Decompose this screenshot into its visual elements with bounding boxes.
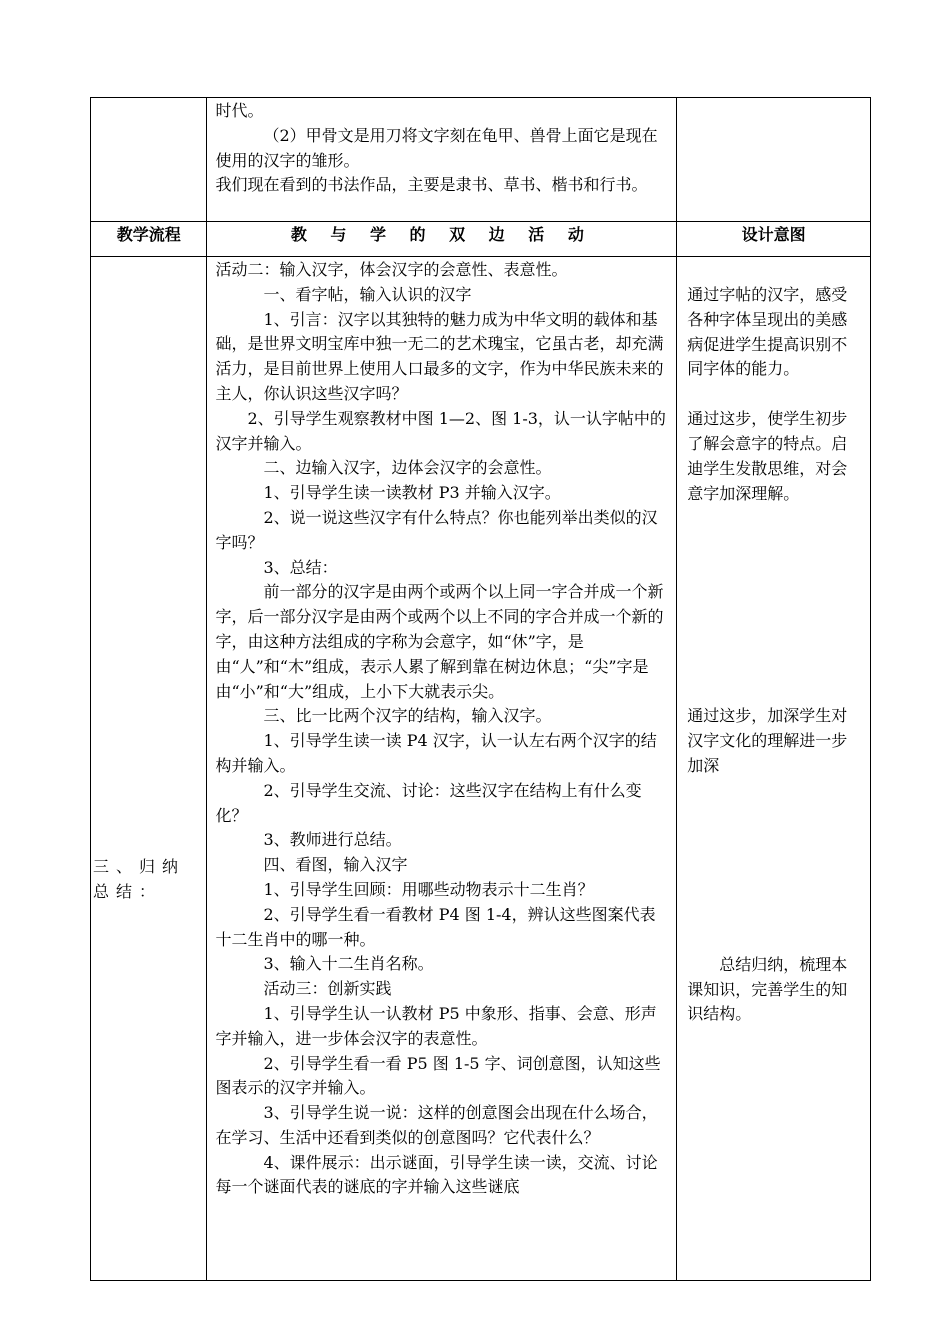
activity-line: 2、说一说这些汉字有什么特点？你也能列举出类似的汉字吗？ (215, 507, 658, 552)
activity-line: 2、引导学生观察教材中图 1—2、图 1-3，认一认字帖中的汉字并输入。 (215, 408, 666, 453)
activity-line: 活动三：创新实践 (263, 979, 392, 999)
design-note: 通过这步，使学生初步了解会意字的特点。启迪学生发散思维，对会意字加深理解。 (687, 409, 848, 503)
continuation-line: 我们现在看到的书法作品，主要是隶书、草书、楷书和行书。 (215, 175, 648, 195)
design-cell (677, 257, 871, 1281)
lesson-plan-table (90, 97, 871, 1281)
activity-line: 3、总结： (263, 557, 338, 577)
activity-line: 三、比一比两个汉字的结构，输入汉字。 (263, 706, 552, 726)
header-design: 设计意图 (677, 222, 871, 257)
activity-line: 一、看字帖，输入认识的汉字 (263, 284, 472, 304)
activity-line: 1、引导学生回顾：用哪些动物表示十二生肖？ (263, 879, 594, 899)
activity-line: 前一部分的汉字是由两个或两个以上同一字合并成一个新字，后一部分汉字是由两个或两个以上不同的字合并成一个新的字，由这种方法组成的字称为会意字，如“休”字，是由“人”和“木”组成，表示人累了解到靠在树边休息；“尖”字是由“小”和“大”组成，上小下大就表示尖。 (215, 582, 664, 701)
activity-line: 四、看图，输入汉字 (263, 855, 408, 875)
continuation-line: （2）甲骨文是用刀将文字刻在龟甲、兽骨上面它是现在使用的汉字的雏形。 (215, 125, 658, 170)
header-row (91, 222, 871, 257)
main-row (91, 257, 871, 1281)
continuation-left-cell (91, 98, 207, 222)
stage-label: 三、归纳总结： (93, 857, 186, 901)
activity-line: 1、引导学生认一认教材 P5 中象形、指事、会意、形声字并输入，进一步体会汉字的表意性。 (215, 1003, 657, 1048)
header-flow: 教学流程 (91, 222, 207, 257)
activity-line: 1、引导学生读一读教材 P3 并输入汉字。 (263, 483, 561, 503)
header-activities: 教 与 学 的 双 边 活 动 (207, 222, 677, 257)
activity-line: 4、课件展示：出示谜面，引导学生读一读，交流、讨论每一个谜面代表的谜底的字并输入这些谜底 (215, 1152, 658, 1197)
continuation-row (91, 98, 871, 222)
activity-line: 二、边输入汉字，边体会汉字的会意性。 (263, 458, 552, 478)
stage-cell (91, 257, 207, 1281)
activity-line: 2、引导学生看一看 P5 图 1-5 字、词创意图，认知这些图表示的汉字并输入。 (215, 1053, 661, 1098)
activity-line: 活动二：输入汉字，体会汉字的会意性、表意性。 (215, 260, 568, 279)
design-note: 通过字帖的汉字，感受各种字体呈现出的美感病促进学生提高识别不同字体的能力。 (687, 285, 848, 379)
continuation-line: 时代。 (215, 101, 264, 120)
activity-line: 3、教师进行总结。 (263, 830, 402, 850)
continuation-content-cell (207, 98, 677, 222)
design-note: 总结归纳，梳理本课知识，完善学生的知识结构。 (687, 954, 848, 1024)
activity-line: 2、引导学生看一看教材 P4 图 1-4，辨认这些图案代表十二生肖中的哪一种。 (215, 904, 656, 949)
activities-cell (207, 257, 677, 1281)
continuation-right-cell (677, 98, 871, 222)
activity-line: 2、引导学生交流、讨论：这些汉字在结构上有什么变化？ (215, 780, 642, 825)
activity-line: 3、引导学生说一说：这样的创意图会出现在什么场合，在学习、生活中还看到类似的创意图吗？它代表什么？ (215, 1103, 658, 1147)
design-note: 通过这步，加深学生对汉字文化的理解进一步加深 (687, 706, 848, 775)
activity-line: 3、输入十二生肖名称。 (263, 954, 434, 974)
activity-line: 1、引导学生读一读 P4 汉字，认一认左右两个汉字的结构并输入。 (215, 731, 657, 775)
activity-line: 1、引言：汉字以其独特的魅力成为中华文明的载体和基础，是世界文明宝库中独一无二的艺术瑰宝，它虽古老，却充满活力，是目前世界上使用人口最多的文字，作为中华民族未来的主人，你认识这些汉字吗？ (215, 309, 664, 403)
